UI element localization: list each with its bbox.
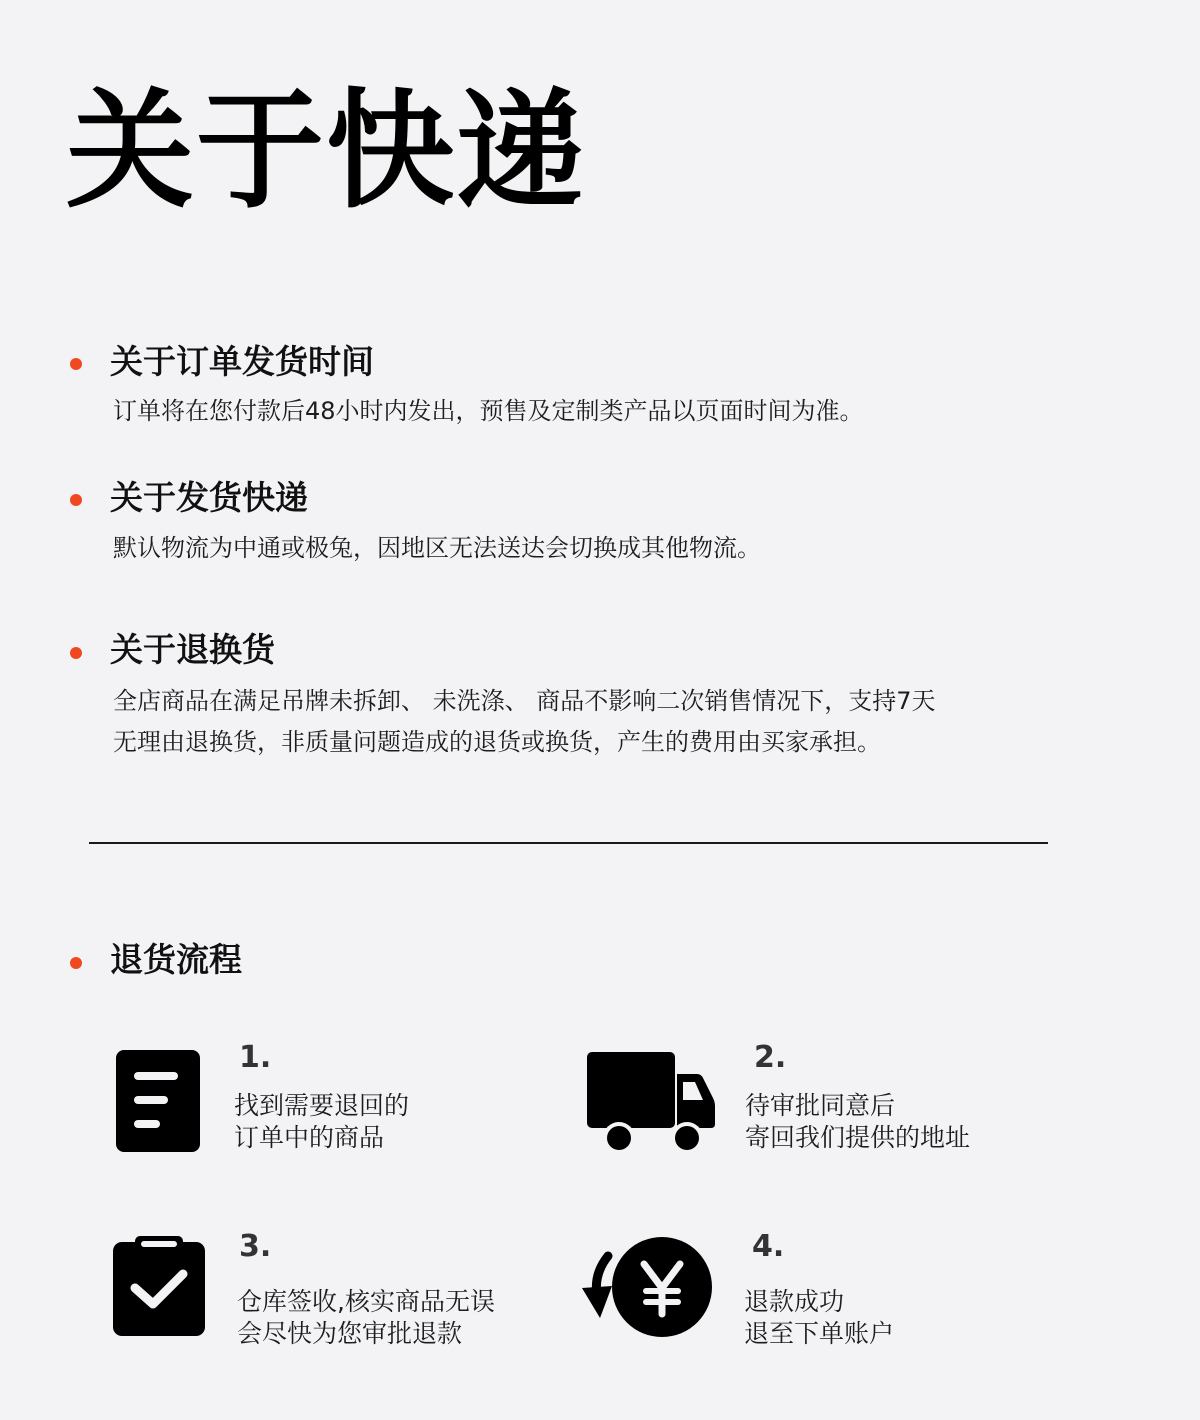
section-body-line: 订单将在您付款后48小时内发出，预售及定制类产品以页面时间为准。 (113, 397, 864, 425)
step-line: 待审批同意后 (745, 1091, 896, 1120)
divider (89, 842, 1048, 844)
section-body-line: 全店商品在满足吊牌未拆卸、 未洗涤、 商品不影响二次销售情况下，支持7天 (113, 687, 936, 715)
bullet-dot (70, 647, 82, 659)
step-number: 3. (239, 1229, 272, 1264)
section-body (113, 391, 1053, 432)
document-icon (116, 1050, 200, 1156)
truck-icon (585, 1052, 717, 1156)
section-heading: 关于退换货 (110, 630, 275, 669)
page-title: 关于快递 (66, 77, 587, 226)
step-description (237, 1286, 495, 1350)
step-line: 会尽快为您审批退款 (237, 1319, 463, 1348)
yuan-refund-icon (578, 1236, 714, 1344)
step-line: 寄回我们提供的地址 (745, 1123, 971, 1152)
step-line: 找到需要退回的 (234, 1091, 410, 1120)
step-number: 4. (752, 1229, 785, 1264)
section-heading: 关于发货快递 (110, 478, 308, 517)
step-line: 仓库签收,核实商品无误 (237, 1287, 495, 1316)
step-number: 2. (754, 1040, 787, 1075)
bullet-dot (70, 494, 82, 506)
step-line: 退至下单账户 (744, 1319, 895, 1348)
section-body (113, 528, 1053, 569)
section-heading: 关于订单发货时间 (110, 342, 374, 381)
step-description (745, 1090, 970, 1154)
section-body (113, 681, 1053, 763)
section-body-line: 无理由退换货，非质量问题造成的退货或换货，产生的费用由买家承担。 (113, 728, 881, 756)
step-description (234, 1090, 409, 1154)
step-line: 退款成功 (744, 1287, 845, 1316)
section-heading: 退货流程 (110, 940, 242, 979)
section-body-line: 默认物流为中通或极兔，因地区无法送达会切换成其他物流。 (113, 534, 761, 562)
step-description (744, 1286, 894, 1350)
clipboard-check-icon (113, 1236, 207, 1342)
step-line: 订单中的商品 (234, 1123, 385, 1152)
bullet-dot (70, 957, 82, 969)
step-number: 1. (239, 1040, 272, 1075)
bullet-dot (70, 358, 82, 370)
